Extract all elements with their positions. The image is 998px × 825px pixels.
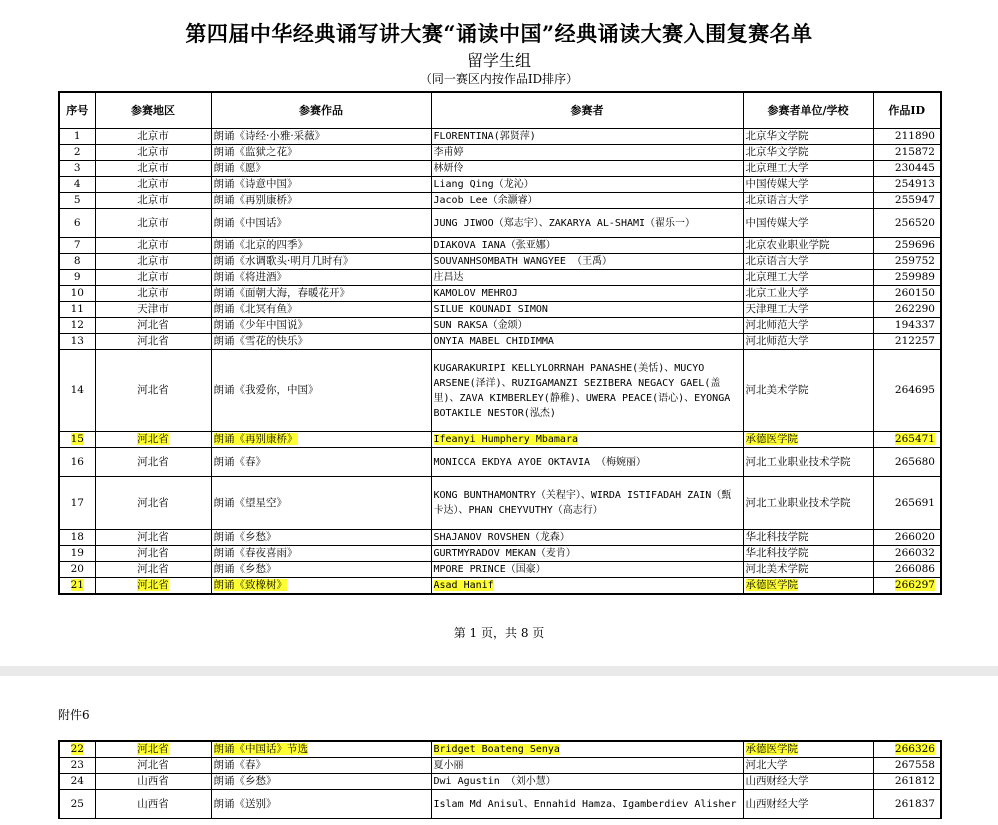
cell-unit: 北京理工大学: [743, 270, 873, 286]
cell-no: 18: [59, 530, 95, 546]
table-row: [59, 530, 941, 546]
cell-work: 朗诵《少年中国说》: [211, 318, 431, 334]
header-participant: 参赛者: [431, 92, 743, 129]
cell-work: [211, 432, 431, 448]
highlighted-text: 15: [70, 433, 84, 445]
cell-work: 朗诵《面朝大海，春暖花开》: [211, 286, 431, 302]
cell-region: 河北省: [95, 546, 211, 562]
cell-unit: 华北科技学院: [743, 530, 873, 546]
cell-unit: 河北美术学院: [743, 350, 873, 432]
cell-id: 266032: [873, 546, 941, 562]
highlighted-text: 朗诵《再别康桥》: [213, 433, 298, 445]
highlighted-text: 265471: [894, 433, 935, 445]
cell-region: 北京市: [95, 177, 211, 193]
header-no: 序号: [59, 92, 95, 129]
document-title: 第四届中华经典诵写讲大赛“诵读中国”经典诵读大赛入围复赛名单: [185, 21, 813, 46]
cell-work: 朗诵《乡愁》: [211, 562, 431, 578]
table-row: [59, 774, 941, 790]
highlighted-text: 承德医学院: [745, 579, 798, 591]
cell-participant: [431, 432, 743, 448]
cell-participant: SUN RAKSA（金颂）: [431, 318, 743, 334]
cell-participant: SILUE KOUNADI SIMON: [431, 302, 743, 318]
table-row: [59, 177, 941, 193]
cell-unit: 中国传媒大学: [743, 177, 873, 193]
cell-participant: MONICCA EKDYA AYOE OKTAVIA （梅婉丽）: [431, 448, 743, 477]
cell-work: 朗诵《春》: [211, 758, 431, 774]
cell-no: 16: [59, 448, 95, 477]
header-work: 参赛作品: [211, 92, 431, 129]
cell-participant: SOUVANHSOMBATH WANGYEE （王禹）: [431, 254, 743, 270]
cell-participant: JUNG JIWOO（郑志宇）、ZAKARYA AL-SHAMI（翟乐一）: [431, 209, 743, 238]
cell-region: 北京市: [95, 145, 211, 161]
highlighted-text: Bridget Boateng Senya: [433, 744, 560, 755]
table-row: [59, 129, 941, 145]
highlighted-text: 朗诵《致橡树》: [213, 579, 287, 591]
cell-region: 河北省: [95, 758, 211, 774]
cell-region: 北京市: [95, 286, 211, 302]
cell-region: [95, 578, 211, 595]
cell-id: 265680: [873, 448, 941, 477]
cell-unit: 河北师范大学: [743, 334, 873, 350]
table-row: [59, 432, 941, 448]
cell-no: 11: [59, 302, 95, 318]
cell-id: 267558: [873, 758, 941, 774]
cell-id: 264695: [873, 350, 941, 432]
cell-id: [873, 578, 941, 595]
cell-work: 朗诵《北冥有鱼》: [211, 302, 431, 318]
cell-unit: 北京农业职业学院: [743, 238, 873, 254]
cell-participant: 李甫婷: [431, 145, 743, 161]
highlighted-text: 承德医学院: [745, 433, 798, 445]
header-region: 参赛地区: [95, 92, 211, 129]
cell-work: 朗诵《诗经·小雅·采薇》: [211, 129, 431, 145]
cell-unit: 华北科技学院: [743, 546, 873, 562]
table-row: [59, 145, 941, 161]
header-unit: 参赛者单位/学校: [743, 92, 873, 129]
cell-unit: 河北师范大学: [743, 318, 873, 334]
cell-participant: 林妍伶: [431, 161, 743, 177]
cell-id: 212257: [873, 334, 941, 350]
table-row: [59, 448, 941, 477]
cell-no: 2: [59, 145, 95, 161]
cell-work: 朗诵《送别》: [211, 790, 431, 819]
cell-no: 3: [59, 161, 95, 177]
finalist-table-continued: [58, 740, 942, 819]
cell-work: 朗诵《水调歌头·明月几时有》: [211, 254, 431, 270]
cell-no: 1: [59, 129, 95, 145]
cell-participant: Islam Md Anisul、Ennahid Hamza、Igamberdiev Alisher: [431, 790, 743, 819]
cell-region: [95, 432, 211, 448]
highlighted-text: 承德医学院: [745, 743, 798, 755]
cell-id: 215872: [873, 145, 941, 161]
cell-id: 254913: [873, 177, 941, 193]
cell-region: 山西省: [95, 790, 211, 819]
cell-region: 河北省: [95, 318, 211, 334]
cell-participant: KAMOLOV MEHROJ: [431, 286, 743, 302]
table-row: [59, 270, 941, 286]
cell-unit: 河北工业职业技术学院: [743, 448, 873, 477]
cell-no: 4: [59, 177, 95, 193]
table-row: [59, 578, 941, 595]
table-row: [59, 209, 941, 238]
table-row: [59, 477, 941, 530]
cell-participant: KUGARAKURIPI KELLYLORRNAH PANASHE(美恬)、MUCYO ARSENE(泽洋)、RUZIGAMANZI SEZIBERA NEGACY GAEL(盖里)、ZAVA KIMBERLEY(静稚)、UWERA PEACE(语心)、EYONGA BOTAKILE NESTOR(泓杰): [431, 350, 743, 432]
cell-unit: 天津理工大学: [743, 302, 873, 318]
cell-region: 天津市: [95, 302, 211, 318]
cell-id: [873, 741, 941, 758]
cell-id: 260150: [873, 286, 941, 302]
cell-region: [95, 741, 211, 758]
cell-participant: ONYIA MABEL CHIDIMMA: [431, 334, 743, 350]
cell-work: 朗诵《诗意中国》: [211, 177, 431, 193]
cell-id: 261837: [873, 790, 941, 819]
cell-no: 25: [59, 790, 95, 819]
cell-no: 9: [59, 270, 95, 286]
cell-unit: 北京工业大学: [743, 286, 873, 302]
cell-id: 259752: [873, 254, 941, 270]
cell-region: 河北省: [95, 350, 211, 432]
finalist-table: [58, 91, 942, 595]
cell-id: 266020: [873, 530, 941, 546]
cell-id: 256520: [873, 209, 941, 238]
cell-unit: 北京华文学院: [743, 145, 873, 161]
cell-unit: 北京语言大学: [743, 254, 873, 270]
cell-participant: MPORE PRINCE（国豪）: [431, 562, 743, 578]
cell-no: 23: [59, 758, 95, 774]
cell-id: 211890: [873, 129, 941, 145]
highlighted-text: 22: [70, 743, 84, 755]
cell-region: 河北省: [95, 562, 211, 578]
highlighted-text: 266297: [894, 579, 935, 591]
cell-work: 朗诵《监狱之花》: [211, 145, 431, 161]
highlighted-text: 朗诵《中国话》节选: [213, 743, 308, 755]
cell-participant: DIAKOVA IANA（张亚娜）: [431, 238, 743, 254]
table-row: [59, 286, 941, 302]
cell-no: 12: [59, 318, 95, 334]
cell-region: 北京市: [95, 129, 211, 145]
cell-participant: 庄昌达: [431, 270, 743, 286]
table-header-row: [59, 92, 941, 129]
page-footer: 第 1 页，共 8 页: [453, 626, 545, 640]
cell-work: 朗诵《再别康桥》: [211, 193, 431, 209]
cell-work: 朗诵《望星空》: [211, 477, 431, 530]
cell-participant: Jacob Lee（余灏睿）: [431, 193, 743, 209]
cell-no: 8: [59, 254, 95, 270]
table-row: [59, 546, 941, 562]
cell-participant: KONG BUNTHAMONTRY（关程宇）、WIRDA ISTIFADAH ZAIN（甄卡达）、PHAN CHEYVUTHY（高志行）: [431, 477, 743, 530]
cell-unit: 河北大学: [743, 758, 873, 774]
cell-no: [59, 741, 95, 758]
cell-work: 朗诵《乡愁》: [211, 774, 431, 790]
cell-region: 北京市: [95, 193, 211, 209]
highlighted-text: 河北省: [137, 579, 169, 591]
table-row: [59, 741, 941, 758]
highlighted-text: 266326: [894, 743, 935, 755]
cell-id: 265691: [873, 477, 941, 530]
cell-unit: 山西财经大学: [743, 790, 873, 819]
cell-region: 河北省: [95, 448, 211, 477]
cell-participant: SHAJANOV ROVSHEN（龙森）: [431, 530, 743, 546]
cell-work: 朗诵《将进酒》: [211, 270, 431, 286]
cell-unit: 北京语言大学: [743, 193, 873, 209]
cell-id: 194337: [873, 318, 941, 334]
cell-id: 266086: [873, 562, 941, 578]
table-row: [59, 334, 941, 350]
table-row: [59, 350, 941, 432]
cell-id: 230445: [873, 161, 941, 177]
cell-work: [211, 578, 431, 595]
cell-work: 朗诵《我爱你，中国》: [211, 350, 431, 432]
highlighted-text: Asad Hanif: [433, 580, 494, 591]
cell-region: 河北省: [95, 334, 211, 350]
cell-region: 北京市: [95, 270, 211, 286]
cell-unit: [743, 432, 873, 448]
cell-unit: 河北美术学院: [743, 562, 873, 578]
table-body: [59, 129, 941, 595]
cell-work: 朗诵《愿》: [211, 161, 431, 177]
cell-participant: 夏小丽: [431, 758, 743, 774]
cell-id: 259989: [873, 270, 941, 286]
cell-no: 24: [59, 774, 95, 790]
cell-work: 朗诵《春》: [211, 448, 431, 477]
cell-participant: FLORENTINA(郭贤萍): [431, 129, 743, 145]
cell-unit: 河北工业职业技术学院: [743, 477, 873, 530]
highlighted-text: 河北省: [137, 743, 169, 755]
cell-participant: GURTMYRADOV MEKAN（麦肯）: [431, 546, 743, 562]
sort-note: （同一赛区内按作品ID排序）: [419, 72, 579, 86]
cell-unit: [743, 578, 873, 595]
cell-participant: [431, 578, 743, 595]
cell-id: 255947: [873, 193, 941, 209]
document-subtitle: 留学生组: [466, 51, 531, 70]
cell-region: 河北省: [95, 530, 211, 546]
cell-no: [59, 578, 95, 595]
cell-no: [59, 432, 95, 448]
table-row: [59, 193, 941, 209]
cell-work: 朗诵《乡愁》: [211, 530, 431, 546]
table-row: [59, 238, 941, 254]
cell-participant: [431, 741, 743, 758]
cell-region: 河北省: [95, 477, 211, 530]
table-row: [59, 161, 941, 177]
cell-unit: 山西财经大学: [743, 774, 873, 790]
cell-unit: 北京理工大学: [743, 161, 873, 177]
cell-work: 朗诵《中国话》: [211, 209, 431, 238]
cell-id: 262290: [873, 302, 941, 318]
cell-no: 10: [59, 286, 95, 302]
cell-no: 13: [59, 334, 95, 350]
cell-work: [211, 741, 431, 758]
cell-region: 北京市: [95, 209, 211, 238]
cell-id: [873, 432, 941, 448]
header-id: 作品ID: [873, 92, 941, 129]
cell-region: 北京市: [95, 254, 211, 270]
table-row: [59, 302, 941, 318]
cell-work: 朗诵《春夜喜雨》: [211, 546, 431, 562]
cell-unit: 北京华文学院: [743, 129, 873, 145]
highlighted-text: 河北省: [137, 433, 169, 445]
table-row: [59, 254, 941, 270]
cell-no: 17: [59, 477, 95, 530]
table-body-continued: [59, 741, 941, 819]
table-row: [59, 790, 941, 819]
cell-id: 259696: [873, 238, 941, 254]
cell-participant: Dwi Agustin （刘小慧）: [431, 774, 743, 790]
cell-work: 朗诵《北京的四季》: [211, 238, 431, 254]
cell-unit: 中国传媒大学: [743, 209, 873, 238]
table-row: [59, 318, 941, 334]
cell-no: 7: [59, 238, 95, 254]
cell-work: 朗诵《雪花的快乐》: [211, 334, 431, 350]
cell-no: 14: [59, 350, 95, 432]
cell-region: 北京市: [95, 161, 211, 177]
cell-no: 5: [59, 193, 95, 209]
cell-unit: [743, 741, 873, 758]
cell-no: 6: [59, 209, 95, 238]
cell-participant: Liang Qing（龙沁）: [431, 177, 743, 193]
cell-id: 261812: [873, 774, 941, 790]
cell-no: 20: [59, 562, 95, 578]
highlighted-text: Ifeanyi Humphery Mbamara: [433, 434, 578, 445]
table-row: [59, 758, 941, 774]
table-row: [59, 562, 941, 578]
cell-region: 山西省: [95, 774, 211, 790]
cell-region: 北京市: [95, 238, 211, 254]
highlighted-text: 21: [70, 579, 84, 591]
attachment-label: 附件6: [58, 708, 90, 722]
cell-no: 19: [59, 546, 95, 562]
